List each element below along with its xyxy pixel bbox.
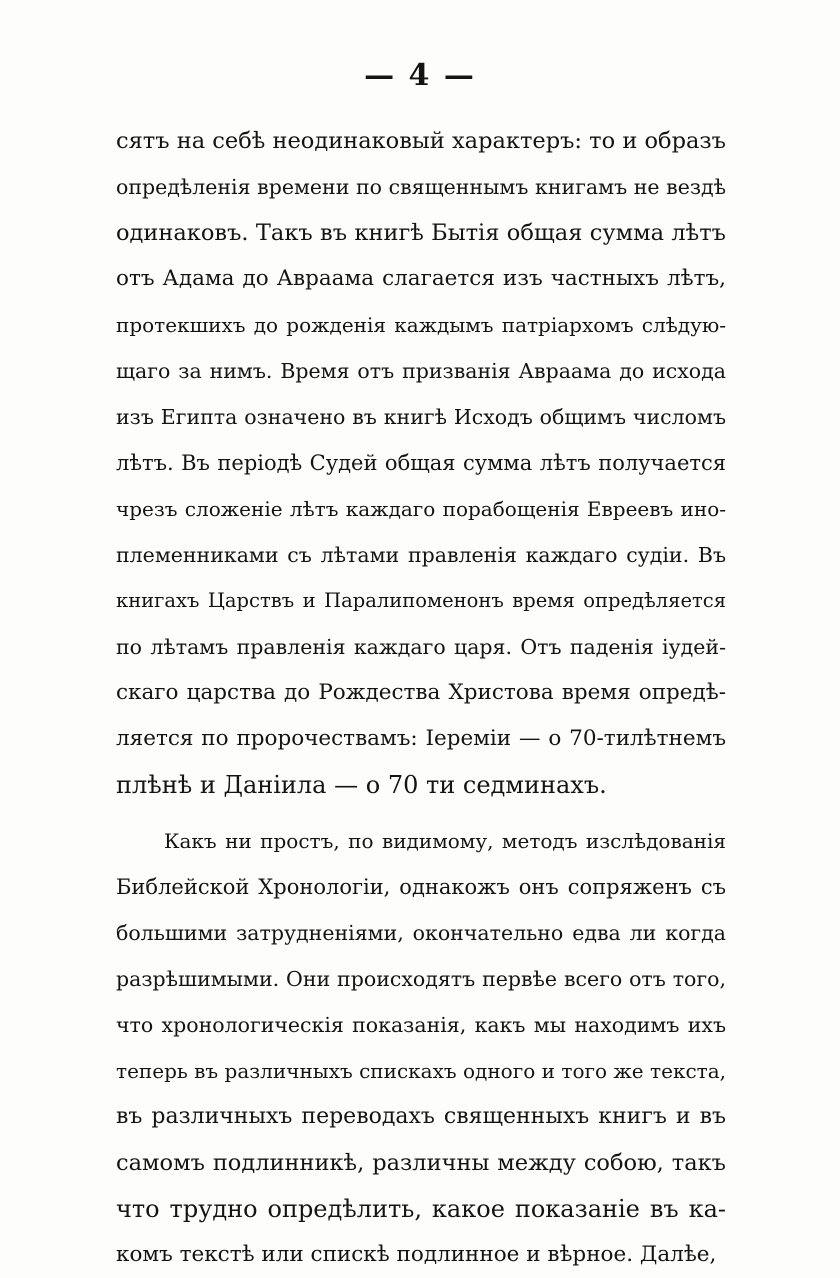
text-line: Какъ ни простъ, по видимому, методъ изслѣдованія xyxy=(164,829,726,853)
text-line: комъ текстѣ или спискѣ подлинное и вѣрное. Далѣе, xyxy=(116,1242,717,1267)
paragraph-1 xyxy=(116,118,726,808)
text-line: чрезъ сложеніе лѣтъ каждаго порабощенія Евреевъ ино- xyxy=(116,497,726,521)
text-line: въ различныхъ переводахъ священныхъ книгъ и въ xyxy=(116,1104,726,1129)
text-line: изъ Египта означено въ книгѣ Исходъ общимъ числомъ xyxy=(116,405,726,429)
text-line: разрѣшимыми. Они происходятъ первѣе всего отъ того, xyxy=(116,967,726,991)
body-text xyxy=(116,118,726,1278)
page-number: — 4 — xyxy=(364,58,476,93)
text-line: теперь въ различныхъ спискахъ одного и того же текста, xyxy=(116,1059,726,1083)
text-line: протекшихъ до рожденія каждымъ патріархомъ слѣдую- xyxy=(116,313,726,337)
text-line: что трудно опредѣлить, какое показаніе въ ка- xyxy=(116,1195,726,1223)
text-line: большими затрудненіями, окончательно едва ли когда xyxy=(116,921,726,945)
text-line: отъ Адама до Авраама слагается изъ частныхъ лѣтъ, xyxy=(116,266,726,291)
text-line: племенниками съ лѣтами правленія каждаго судіи. Въ xyxy=(116,543,726,567)
text-line: сятъ на себѣ неодинаковый характеръ: то и образъ xyxy=(116,128,726,154)
text-line: по лѣтамъ правленія каждаго царя. Отъ паденія іудей- xyxy=(116,635,726,659)
text-line: опредѣленія времени по священнымъ книгамъ не вездѣ xyxy=(116,175,726,199)
paragraph-gap xyxy=(116,808,726,818)
text-line: Библейской Хронологіи, однакожъ онъ сопряженъ съ xyxy=(116,875,726,899)
text-line: книгахъ Царствъ и Паралипоменонъ время опредѣляется xyxy=(116,589,726,612)
text-line: одинаковъ. Такъ въ книгѣ Бытія общая сумма лѣтъ xyxy=(116,220,726,246)
text-line: самомъ подлинникѣ, различны между собою, такъ xyxy=(116,1150,726,1176)
text-line: плѣнѣ и Даніила — о 70 ти седминахъ. xyxy=(116,771,607,799)
text-line: щаго за нимъ. Время отъ призванія Авраама до исхода xyxy=(116,359,726,383)
text-line: ляется по пророчествамъ: Іереміи — о 70-тилѣтнемъ xyxy=(116,726,726,751)
text-line: что хронологическія показанія, какъ мы находимъ ихъ xyxy=(116,1013,726,1037)
text-line: скаго царства до Рождества Христова время опредѣ- xyxy=(116,680,726,705)
paragraph-2 xyxy=(116,818,726,1278)
text-line: лѣтъ. Въ періодѣ Судей общая сумма лѣтъ получается xyxy=(116,451,726,475)
